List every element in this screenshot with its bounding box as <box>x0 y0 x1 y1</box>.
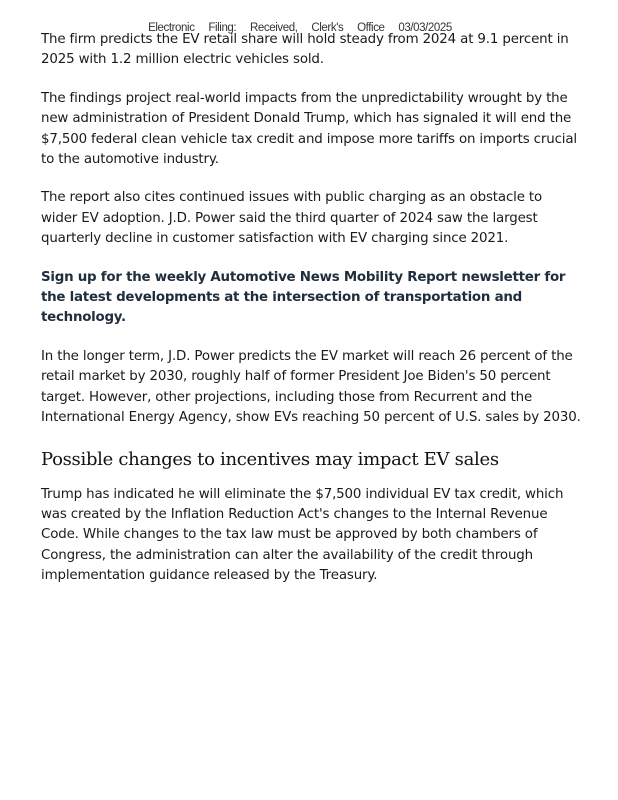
electronic-filing-stamp: Electronic Filing: Received, Clerk's Office 03/03/2025 <box>148 22 452 34</box>
paragraph-administration-impact: The findings project real-world impacts from the unpredictability wrought by the new administration of President Donald Trump, which has signaled it will end the $7,500 federal clean vehicle tax credit and impose more tariffs on imports crucial to the automotive industry. <box>41 90 577 168</box>
paragraph-tax-credit: Trump has indicated he will eliminate the $7,500 individual EV tax credit, which was created by the Inflation Reduction Act's changes to the Internal Revenue Code. While changes to the tax law must be approved by both chambers of Congress, the administration can alter the availability of the credit through implementation guidance released by the Treasury. <box>41 486 564 584</box>
paragraph-public-charging: The report also cites continued issues with public charging as an obstacle to wider EV adoption. J.D. Power said the third quarter of 2024 saw the largest quarterly decline in customer satisfaction with EV charging since 2021. <box>41 190 543 247</box>
article-body <box>41 30 581 605</box>
paragraph-retail-share: The firm predicts the EV retail share will hold steady from 2024 at 9.1 percent in 2025 with 1.2 million electric vehicles sold. <box>41 32 569 68</box>
section-heading-incentives: Possible changes to incentives may impact EV sales <box>41 448 499 470</box>
newsletter-signup-link[interactable]: Sign up for the weekly Automotive News Mobility Report newsletter for the latest developments at the intersection of transportation and technology. <box>41 269 566 326</box>
paragraph-long-term-forecast: In the longer term, J.D. Power predicts the EV market will reach 26 percent of the retail market by 2030, roughly half of former President Joe Biden's 50 percent target. However, other projections, including those from Recurrent and the International Energy Agency, show EVs reaching 50 percent of U.S. sales by 2030. <box>41 348 581 426</box>
